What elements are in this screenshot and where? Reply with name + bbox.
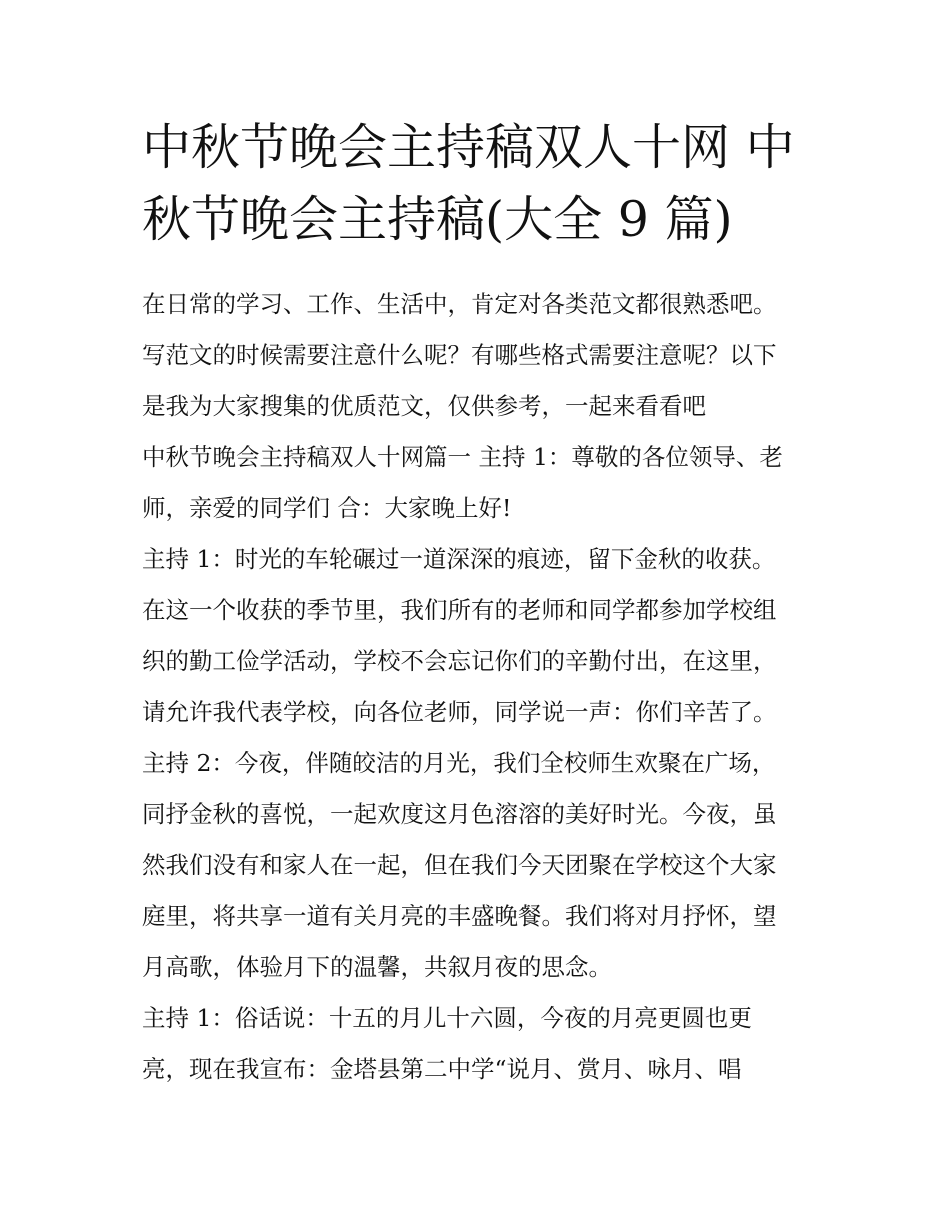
document-title	[142, 112, 822, 256]
body-line-14: 月高歌，体验月下的温馨，共叙月夜的思念。	[142, 953, 612, 981]
body-line-6: 主持 1：时光的车轮碾过一道深深的痕迹，留下金秋的收获。	[142, 545, 776, 573]
body-line-16: 亮，现在我宣布：金塔县第二中学“说月、赏月、咏月、唱	[142, 1055, 742, 1083]
body-line-1: 在日常的学习、工作、生活中，肯定对各类范文都很熟悉吧。	[142, 290, 777, 318]
body-line-10: 主持 2：今夜，伴随皎洁的月光，我们全校师生欢聚在广场，	[142, 749, 776, 777]
body-line-12: 然我们没有和家人在一起，但在我们今天团聚在学校这个大家	[142, 851, 777, 879]
document-body	[142, 279, 822, 1095]
title-line-2: 秋节晚会主持稿(大全 9 篇)	[142, 191, 733, 248]
body-line-15: 主持 1：俗话说：十五的月儿十六圆，今夜的月亮更圆也更	[142, 1004, 752, 1032]
title-line-1: 中秋节晚会主持稿双人十网 中	[142, 119, 795, 176]
body-line-2: 写范文的时候需要注意什么呢？有哪些格式需要注意呢？以下	[142, 341, 777, 369]
body-line-13: 庭里，将共享一道有关月亮的丰盛晚餐。我们将对月抒怀，望	[142, 902, 777, 930]
body-line-5: 师，亲爱的同学们 合：大家晚上好!	[142, 494, 512, 522]
body-line-11: 同抒金秋的喜悦，一起欢度这月色溶溶的美好时光。今夜，虽	[142, 800, 777, 828]
body-line-4: 中秋节晚会主持稿双人十网篇一 主持 1：尊敬的各位领导、老	[142, 443, 783, 471]
body-line-8: 织的勤工俭学活动，学校不会忘记你们的辛勤付出，在这里，	[142, 647, 777, 675]
body-line-9: 请允许我代表学校，向各位老师，同学说一声：你们辛苦了。	[142, 698, 777, 726]
body-line-3: 是我为大家搜集的优质范文，仅供参考，一起来看看吧	[142, 392, 706, 420]
body-line-7: 在这一个收获的季节里，我们所有的老师和同学都参加学校组	[142, 596, 777, 624]
